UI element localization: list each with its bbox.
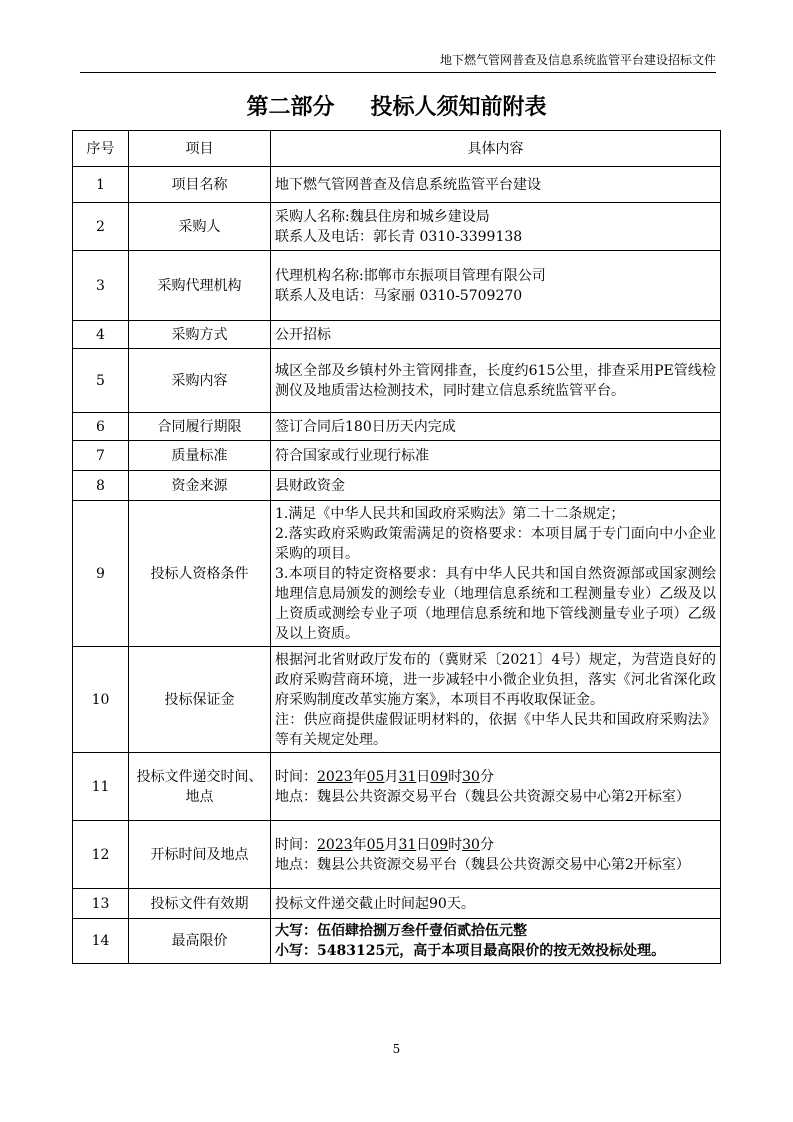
row-number: 1 <box>73 167 129 203</box>
row-number: 4 <box>73 321 129 349</box>
title-part: 第二部分 <box>246 95 335 120</box>
month-value: 05 <box>366 768 385 785</box>
table-header-row <box>73 131 721 167</box>
hour-value: 09 <box>430 836 449 853</box>
content-line: 联系人及电话：马家丽 0310-5709270 <box>275 287 523 304</box>
content-line: 公开招标 <box>275 326 331 343</box>
row-item: 资金来源 <box>129 471 271 501</box>
table-row <box>73 203 721 251</box>
table-row <box>73 753 721 821</box>
content-line: 县财政资金 <box>275 477 345 494</box>
row-item: 投标人资格条件 <box>129 501 271 647</box>
content-line: 3.本项目的特定资格要求：具有中华人民共和国自然资源部或国家测绘地理信息局颁发的测绘专业（地理信息系统和工程测量专业）乙级及以上资质或测绘专业子项（地理信息系统和地下管线测量专业子项）乙级及以上资质。 <box>275 565 716 642</box>
row-number: 6 <box>73 413 129 441</box>
content-line: 签订合同后180日历天内完成 <box>275 418 456 435</box>
row-number: 10 <box>73 647 129 753</box>
hour-value: 09 <box>430 768 449 785</box>
row-item: 项目名称 <box>129 167 271 203</box>
row-item: 采购内容 <box>129 349 271 413</box>
row-item: 最高限价 <box>129 919 271 964</box>
row-content <box>271 471 721 501</box>
column-header-content: 具体内容 <box>271 131 721 167</box>
price-upper-line: 大写：伍佰肆拾捌万叁仟壹佰贰拾伍元整 <box>275 923 527 939</box>
table-row <box>73 321 721 349</box>
minute-value: 30 <box>462 768 480 785</box>
row-number: 8 <box>73 471 129 501</box>
row-content <box>271 349 721 413</box>
row-content <box>271 753 721 821</box>
row-item: 合同履行期限 <box>129 413 271 441</box>
month-value: 05 <box>366 836 385 853</box>
header-rule <box>80 72 716 73</box>
row-number: 11 <box>73 753 129 821</box>
row-item: 投标保证金 <box>129 647 271 753</box>
time-line: 时间：2023年05月31日09时30分 <box>275 836 494 853</box>
content-line: 2.落实政府采购政策需满足的资格要求：本项目属于专门面向中小企业采购的项目。 <box>275 525 716 562</box>
row-item: 投标文件有效期 <box>129 889 271 919</box>
row-item: 开标时间及地点 <box>129 821 271 889</box>
content-line: 注：供应商提供虚假证明材料的，依据《中华人民共和国政府采购法》等有关规定处理。 <box>275 711 716 748</box>
table-row <box>73 167 721 203</box>
row-number: 12 <box>73 821 129 889</box>
day-value: 31 <box>398 836 417 853</box>
table-row <box>73 889 721 919</box>
minute-value: 30 <box>462 836 480 853</box>
row-number: 13 <box>73 889 129 919</box>
front-table <box>72 130 721 964</box>
year-value: 2023 <box>317 768 353 785</box>
content-line: 投标文件递交截止时间起90天。 <box>275 895 475 912</box>
row-content <box>271 441 721 471</box>
running-header: 地下燃气管网普查及信息系统监管平台建设招标文件 <box>439 53 716 67</box>
year-value: 2023 <box>317 836 353 853</box>
content-line: 地下燃气管网普查及信息系统监管平台建设 <box>275 176 541 193</box>
title-name: 投标人须知前附表 <box>370 95 547 120</box>
page-title <box>0 92 793 124</box>
content-line: 根据河北省财政厅发布的（冀财采〔2021〕4号）规定，为营造良好的政府采购营商环境，进一步减轻中小微企业负担，落实《河北省深化政府采购制度改革实施方案》，本项目不再收取保证金。 <box>275 651 716 708</box>
row-content <box>271 501 721 647</box>
table-row <box>73 413 721 441</box>
content-line: 联系人及电话：郭长青 0310-3399138 <box>275 228 523 245</box>
place-line: 地点：魏县公共资源交易平台（魏县公共资源交易中心第2开标室） <box>275 856 690 873</box>
row-number: 3 <box>73 251 129 321</box>
table-row <box>73 647 721 753</box>
row-item: 采购代理机构 <box>129 251 271 321</box>
row-content <box>271 413 721 441</box>
row-number: 2 <box>73 203 129 251</box>
place-line: 地点：魏县公共资源交易平台（魏县公共资源交易中心第2开标室） <box>275 788 690 805</box>
row-item: 采购方式 <box>129 321 271 349</box>
price-lower-line: 小写：5483125元，高于本项目最高限价的按无效投标处理。 <box>275 943 666 959</box>
content-line: 符合国家或行业现行标准 <box>275 447 429 464</box>
row-item: 投标文件递交时间、地点 <box>129 753 271 821</box>
day-value: 31 <box>398 768 417 785</box>
content-line: 1.满足《中华人民共和国政府采购法》第二十二条规定； <box>275 505 625 522</box>
row-number: 9 <box>73 501 129 647</box>
column-header-item: 项目 <box>129 131 271 167</box>
row-content <box>271 821 721 889</box>
row-content <box>271 167 721 203</box>
table-row <box>73 349 721 413</box>
table-row <box>73 919 721 964</box>
row-content <box>271 889 721 919</box>
content-line: 采购人名称:魏县住房和城乡建设局 <box>275 208 490 225</box>
table-row <box>73 251 721 321</box>
row-content <box>271 321 721 349</box>
content-line: 代理机构名称:邯郸市东振项目管理有限公司 <box>275 267 546 284</box>
table-row <box>73 441 721 471</box>
time-line: 时间：2023年05月31日09时30分 <box>275 768 494 785</box>
table-row <box>73 821 721 889</box>
row-number: 5 <box>73 349 129 413</box>
row-item: 采购人 <box>129 203 271 251</box>
row-content <box>271 251 721 321</box>
row-number: 7 <box>73 441 129 471</box>
column-header-no: 序号 <box>73 131 129 167</box>
row-number: 14 <box>73 919 129 964</box>
table-row <box>73 471 721 501</box>
row-content <box>271 919 721 964</box>
table-row <box>73 501 721 647</box>
row-item: 质量标准 <box>129 441 271 471</box>
row-content <box>271 203 721 251</box>
content-line: 城区全部及乡镇村外主管网排查，长度约615公里，排查采用PE管线检测仪及地质雷达检测技术，同时建立信息系统监管平台。 <box>275 362 716 399</box>
page-number: 5 <box>392 1042 401 1056</box>
row-content <box>271 647 721 753</box>
